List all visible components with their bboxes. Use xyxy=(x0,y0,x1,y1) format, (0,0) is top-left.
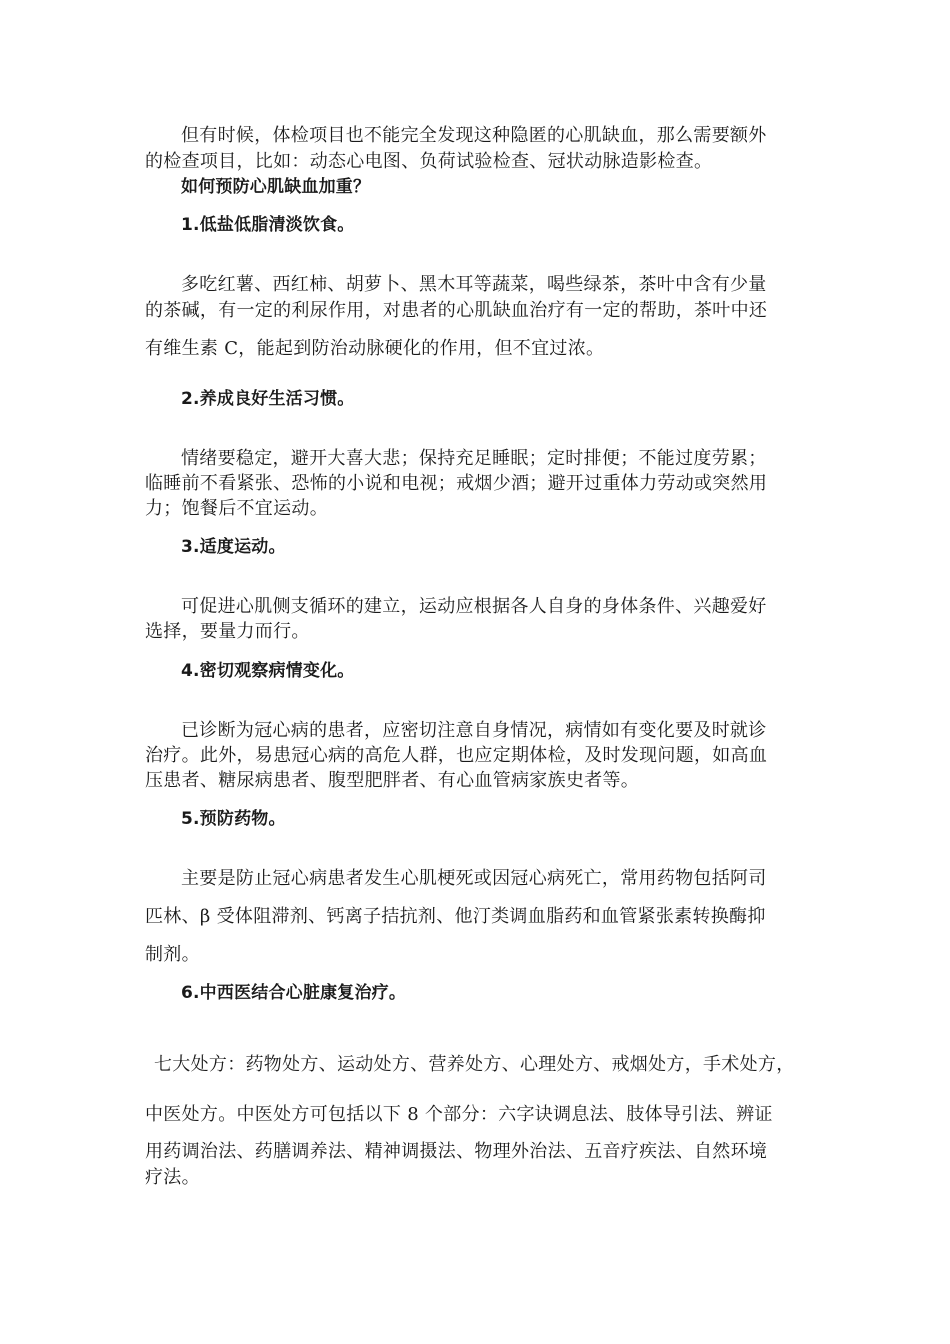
section-4-line-1: 已诊断为冠心病的患者，应密切注意自身情况，病情如有变化要及时就诊 xyxy=(181,720,767,741)
section-3-line-2: 选择，要量力而行。 xyxy=(145,621,310,642)
section-2-line-1: 情绪要稳定，避开大喜大悲；保持充足睡眠；定时排便；不能过度劳累； xyxy=(181,448,767,469)
section-6-line-4: 疗法。 xyxy=(145,1167,200,1188)
section-1-line-1: 多吃红薯、西红柿、胡萝卜、黑木耳等蔬菜，喝些绿茶，茶叶中含有少量 xyxy=(181,274,767,295)
section-6-line-1: 七大处方：药物处方、运动处方、营养处方、心理处方、戒烟处方，手术处方， xyxy=(154,1054,795,1075)
section-4-line-3: 压患者、糖尿病患者、腹型肥胖者、有心血管病家族史者等。 xyxy=(145,770,640,791)
section-4-heading: 4.密切观察病情变化。 xyxy=(181,661,355,681)
section-5-line-1: 主要是防止冠心病患者发生心肌梗死或因冠心病死亡，常用药物包括阿司 xyxy=(181,868,767,889)
section-5-line-3: 制剂。 xyxy=(145,944,200,965)
section-3-heading: 3.适度运动。 xyxy=(181,537,286,557)
section-6-line-3: 用药调治法、药膳调养法、精神调摄法、物理外治法、五音疗疾法、自然环境 xyxy=(145,1141,768,1162)
section-5-line-2: 匹林、β 受体阻滞剂、钙离子拮抗剂、他汀类调血脂药和血管紧张素转换酶抑 xyxy=(145,906,766,927)
intro-line-1: 但有时候，体检项目也不能完全发现这种隐匿的心肌缺血，那么需要额外 xyxy=(181,125,767,146)
section-4-line-2: 治疗。此外，易患冠心病的高危人群，也应定期体检，及时发现问题，如高血 xyxy=(145,745,768,766)
section-6-heading: 6.中西医结合心脏康复治疗。 xyxy=(181,983,407,1003)
section-5-heading: 5.预防药物。 xyxy=(181,809,286,829)
section-3-line-1: 可促进心肌侧支循环的建立，运动应根据各人自身的身体条件、兴趣爱好 xyxy=(181,596,767,617)
section-2-line-2: 临睡前不看紧张、恐怖的小说和电视；戒烟少酒；避开过重体力劳动或突然用 xyxy=(145,473,768,494)
section-1-heading: 1.低盐低脂清淡饮食。 xyxy=(181,215,355,235)
question-heading: 如何预防心肌缺血加重？ xyxy=(181,177,371,197)
section-1-line-3: 有维生素 C，能起到防治动脉硬化的作用，但不宜过浓。 xyxy=(145,338,605,359)
section-1-line-2: 的茶碱，有一定的利尿作用，对患者的心肌缺血治疗有一定的帮助，茶叶中还 xyxy=(145,300,768,321)
section-6-line-2: 中医处方。中医处方可包括以下 8 个部分：六字诀调息法、肢体导引法、辨证 xyxy=(145,1104,773,1125)
section-2-heading: 2.养成良好生活习惯。 xyxy=(181,389,355,409)
intro-line-2: 的检查项目，比如：动态心电图、负荷试验检查、冠状动脉造影检查。 xyxy=(145,151,713,172)
section-2-line-3: 力；饱餐后不宜运动。 xyxy=(145,498,328,519)
